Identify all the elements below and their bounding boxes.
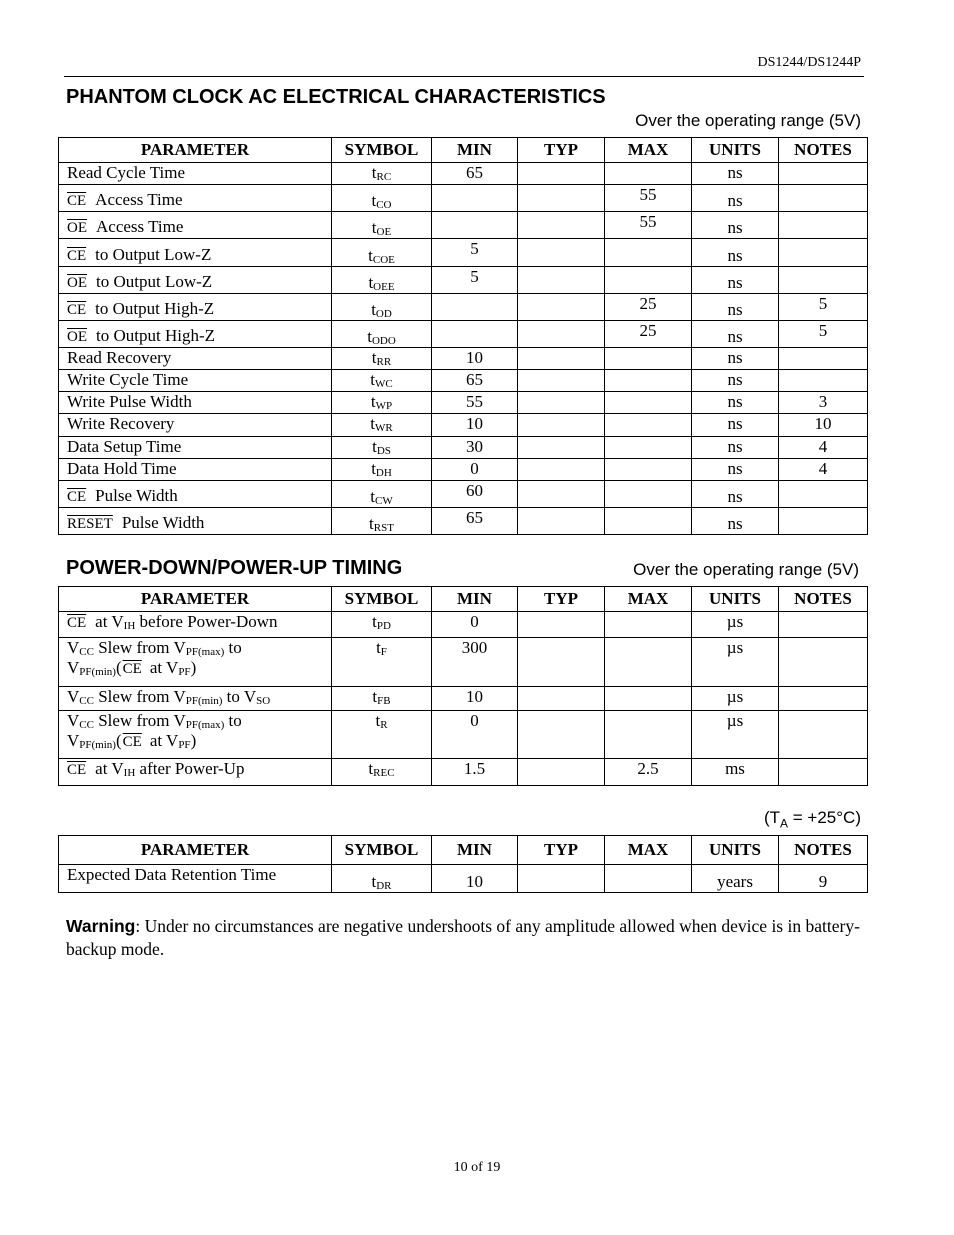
max-cell (605, 481, 692, 508)
max-cell (605, 865, 692, 893)
max-cell (605, 267, 692, 294)
notes-cell (779, 370, 868, 392)
max-cell (605, 163, 692, 185)
symbol-cell: $t_{OEE}$ (332, 267, 432, 294)
column-header-parameter: PARAMETER (59, 587, 332, 612)
document-id: DS1244/DS1244P (757, 55, 861, 70)
max-cell (605, 392, 692, 414)
notes-cell (779, 638, 868, 687)
units-cell: ns (692, 163, 779, 185)
symbol-cell: $t_{FB}$ (332, 687, 432, 711)
typ-cell (518, 638, 605, 687)
table-row (59, 759, 868, 786)
overbar-signal: $\overline{CE}$ (67, 489, 87, 505)
symbol-cell: $t_R$ (332, 711, 432, 759)
symbol-cell: $t_{RST}$ (332, 508, 432, 535)
symbol-cell: $t_{RC}$ (332, 163, 432, 185)
max-cell: 55 (605, 212, 692, 239)
header-rule (64, 76, 864, 77)
units-cell: ns (692, 267, 779, 294)
units-cell: µs (692, 711, 779, 759)
param-cell: $\overline{OE}$ to Output Low-Z (59, 267, 332, 294)
notes-cell: 5 (779, 321, 868, 348)
column-header-typ: TYP (518, 836, 605, 865)
typ-cell (518, 711, 605, 759)
operating-range-note: Over the operating range (5V) (633, 560, 859, 579)
column-header-symbol: SYMBOL (332, 138, 432, 163)
column-header-notes: NOTES (779, 587, 868, 612)
column-header-units: UNITS (692, 138, 779, 163)
min-cell: 65 (432, 370, 518, 392)
min-cell: 10 (432, 687, 518, 711)
param-cell: $\overline{OE}$ Access Time (59, 212, 332, 239)
warning-label: Warning (66, 916, 136, 936)
min-cell: 5 (432, 267, 518, 294)
table-row (59, 414, 868, 437)
min-cell: 65 (432, 163, 518, 185)
table-row (59, 481, 868, 508)
max-cell (605, 459, 692, 481)
symbol-cell: $t_{DR}$ (332, 865, 432, 893)
max-cell: 25 (605, 321, 692, 348)
warning-note (66, 915, 861, 961)
min-cell (432, 321, 518, 348)
param-cell: Read Cycle Time (59, 163, 332, 185)
symbol-cell: $t_{OE}$ (332, 212, 432, 239)
min-cell: 5 (432, 239, 518, 267)
max-cell (605, 437, 692, 459)
symbol-cell: $t_F$ (332, 638, 432, 687)
param-cell: $\overline{OE}$ to Output High-Z (59, 321, 332, 348)
notes-cell (779, 212, 868, 239)
notes-cell (779, 163, 868, 185)
symbol-cell: $t_{WR}$ (332, 414, 432, 437)
units-cell: ns (692, 437, 779, 459)
column-header-notes: NOTES (779, 138, 868, 163)
symbol-cell: $t_{REC}$ (332, 759, 432, 786)
min-cell: 0 (432, 612, 518, 638)
param-cell: $V_{CC}$ Slew from $V_{PF(max)}$ to $V_{PF(min)}(\overline{CE}$ at $V_{PF}$) (59, 638, 332, 687)
page-number: 10 of 19 (453, 1160, 501, 1175)
table-row (59, 687, 868, 711)
param-cell: Data Setup Time (59, 437, 332, 459)
table-header-row (59, 138, 868, 163)
min-cell: 30 (432, 437, 518, 459)
param-cell: $\overline{CE}$ at $V_{IH}$ before Power-Down (59, 612, 332, 638)
typ-cell (518, 370, 605, 392)
symbol-cell: $t_{DS}$ (332, 437, 432, 459)
units-cell: ns (692, 508, 779, 535)
overbar-signal: $\overline{OE}$ (67, 275, 87, 291)
max-cell (605, 638, 692, 687)
units-cell: ns (692, 392, 779, 414)
units-cell: years (692, 865, 779, 893)
typ-cell (518, 163, 605, 185)
notes-cell (779, 508, 868, 535)
typ-cell (518, 294, 605, 321)
table-row (59, 185, 868, 212)
min-cell: 300 (432, 638, 518, 687)
typ-cell (518, 239, 605, 267)
param-cell: $V_{CC}$ Slew from $V_{PF(min)}$ to $V_{SO}$ (59, 687, 332, 711)
notes-cell (779, 185, 868, 212)
table-row (59, 392, 868, 414)
min-cell: 1.5 (432, 759, 518, 786)
temperature-condition: $(T_A = +25^\circ C)$ (763, 808, 861, 831)
overbar-signal: $\overline{OE}$ (67, 329, 87, 345)
max-cell (605, 508, 692, 535)
notes-cell: 10 (779, 414, 868, 437)
max-cell: 2.5 (605, 759, 692, 786)
units-cell: ns (692, 239, 779, 267)
symbol-cell: $t_{RR}$ (332, 348, 432, 370)
table-row (59, 321, 868, 348)
column-header-typ: TYP (518, 138, 605, 163)
table-row (59, 212, 868, 239)
typ-cell (518, 348, 605, 370)
column-header-units: UNITS (692, 836, 779, 865)
max-cell (605, 370, 692, 392)
units-cell: ns (692, 321, 779, 348)
typ-cell (518, 321, 605, 348)
max-cell (605, 612, 692, 638)
min-cell (432, 294, 518, 321)
overbar-signal: RESET (67, 516, 113, 532)
overbar-signal: $\overline{CE}$ (67, 193, 87, 209)
symbol-cell: $t_{WC}$ (332, 370, 432, 392)
typ-cell (518, 267, 605, 294)
units-cell: µs (692, 638, 779, 687)
param-cell: $\overline{CE}$ to Output Low-Z (59, 239, 332, 267)
param-cell: Write Cycle Time (59, 370, 332, 392)
symbol-cell: $t_{DH}$ (332, 459, 432, 481)
param-cell: $V_{CC}$ Slew from $V_{PF(max)}$ to $V_{PF(min)}(\overline{CE}$ at $V_{PF}$) (59, 711, 332, 759)
min-cell (432, 185, 518, 212)
units-cell: ns (692, 370, 779, 392)
typ-cell (518, 185, 605, 212)
max-cell: 25 (605, 294, 692, 321)
param-cell: Write Pulse Width (59, 392, 332, 414)
symbol-cell: $t_{COE}$ (332, 239, 432, 267)
max-cell (605, 687, 692, 711)
typ-cell (518, 459, 605, 481)
symbol-cell: $t_{WP}$ (332, 392, 432, 414)
table-row (59, 267, 868, 294)
notes-cell: 9 (779, 865, 868, 893)
max-cell: 55 (605, 185, 692, 212)
min-cell: 0 (432, 459, 518, 481)
table-row (59, 437, 868, 459)
power-timing-table (58, 586, 868, 786)
column-header-max: MAX (605, 138, 692, 163)
typ-cell (518, 865, 605, 893)
units-cell: ns (692, 212, 779, 239)
min-cell: 55 (432, 392, 518, 414)
param-cell: Data Hold Time (59, 459, 332, 481)
column-header-notes: NOTES (779, 836, 868, 865)
warning-text: : Under no circumstances are negative undershoots of any amplitude allowed when device is in battery-backup mode. (66, 916, 860, 959)
operating-range-note: Over the operating range (5V) (635, 111, 861, 130)
units-cell: ns (692, 348, 779, 370)
table-row (59, 711, 868, 759)
notes-cell (779, 267, 868, 294)
notes-cell: 4 (779, 459, 868, 481)
notes-cell: 4 (779, 437, 868, 459)
param-cell: $\overline{CE}$ Access Time (59, 185, 332, 212)
max-cell (605, 711, 692, 759)
param-cell: $\overline{CE}$ to Output High-Z (59, 294, 332, 321)
notes-cell (779, 612, 868, 638)
column-header-symbol: SYMBOL (332, 836, 432, 865)
column-header-min: MIN (432, 836, 518, 865)
min-cell (432, 212, 518, 239)
table-row (59, 239, 868, 267)
typ-cell (518, 392, 605, 414)
param-cell: Write Recovery (59, 414, 332, 437)
notes-cell: 3 (779, 392, 868, 414)
table-row (59, 508, 868, 535)
units-cell: ns (692, 185, 779, 212)
column-header-units: UNITS (692, 587, 779, 612)
notes-cell (779, 481, 868, 508)
param-cell: RESET Pulse Width (59, 508, 332, 535)
notes-cell (779, 687, 868, 711)
units-cell: ns (692, 459, 779, 481)
overbar-signal: $\overline{CE}$ (67, 302, 87, 318)
param-cell: $\overline{CE}$ at $V_{IH}$ after Power-Up (59, 759, 332, 786)
table-row (59, 865, 868, 893)
symbol-cell: $t_{PD}$ (332, 612, 432, 638)
column-header-symbol: SYMBOL (332, 587, 432, 612)
units-cell: ns (692, 414, 779, 437)
column-header-min: MIN (432, 587, 518, 612)
overbar-signal: $\overline{OE}$ (67, 220, 87, 236)
column-header-parameter: PARAMETER (59, 836, 332, 865)
ac-characteristics-table (58, 137, 868, 535)
table-header-row (59, 836, 868, 865)
column-header-min: MIN (432, 138, 518, 163)
notes-cell (779, 239, 868, 267)
units-cell: ns (692, 294, 779, 321)
min-cell: 10 (432, 348, 518, 370)
table-row (59, 294, 868, 321)
symbol-cell: $t_{CW}$ (332, 481, 432, 508)
typ-cell (518, 759, 605, 786)
table-row (59, 370, 868, 392)
param-cell: $\overline{CE}$ Pulse Width (59, 481, 332, 508)
overbar-signal: $\overline{CE}$ (67, 248, 87, 264)
column-header-typ: TYP (518, 587, 605, 612)
section-title-ac-characteristics: PHANTOM CLOCK AC ELECTRICAL CHARACTERISTICS (66, 86, 606, 108)
units-cell: ms (692, 759, 779, 786)
symbol-cell: $t_{CO}$ (332, 185, 432, 212)
typ-cell (518, 687, 605, 711)
symbol-cell: $t_{OD}$ (332, 294, 432, 321)
min-cell: 10 (432, 865, 518, 893)
notes-cell (779, 711, 868, 759)
typ-cell (518, 437, 605, 459)
table-row (59, 459, 868, 481)
typ-cell (518, 414, 605, 437)
notes-cell: 5 (779, 294, 868, 321)
section-title-power-timing: POWER-DOWN/POWER-UP TIMING (66, 557, 403, 579)
min-cell: 10 (432, 414, 518, 437)
table-header-row (59, 587, 868, 612)
table-row (59, 638, 868, 687)
min-cell: 0 (432, 711, 518, 759)
column-header-max: MAX (605, 587, 692, 612)
symbol-cell: $t_{ODO}$ (332, 321, 432, 348)
max-cell (605, 414, 692, 437)
units-cell: µs (692, 687, 779, 711)
units-cell: µs (692, 612, 779, 638)
table-row (59, 612, 868, 638)
typ-cell (518, 612, 605, 638)
typ-cell (518, 212, 605, 239)
table-row (59, 348, 868, 370)
column-header-parameter: PARAMETER (59, 138, 332, 163)
min-cell: 65 (432, 508, 518, 535)
units-cell: ns (692, 481, 779, 508)
data-retention-table (58, 835, 868, 893)
max-cell (605, 348, 692, 370)
typ-cell (518, 508, 605, 535)
max-cell (605, 239, 692, 267)
typ-cell (518, 481, 605, 508)
notes-cell (779, 348, 868, 370)
param-cell: Expected Data Retention Time (59, 865, 332, 893)
param-cell: Read Recovery (59, 348, 332, 370)
table-row (59, 163, 868, 185)
min-cell: 60 (432, 481, 518, 508)
notes-cell (779, 759, 868, 786)
column-header-max: MAX (605, 836, 692, 865)
